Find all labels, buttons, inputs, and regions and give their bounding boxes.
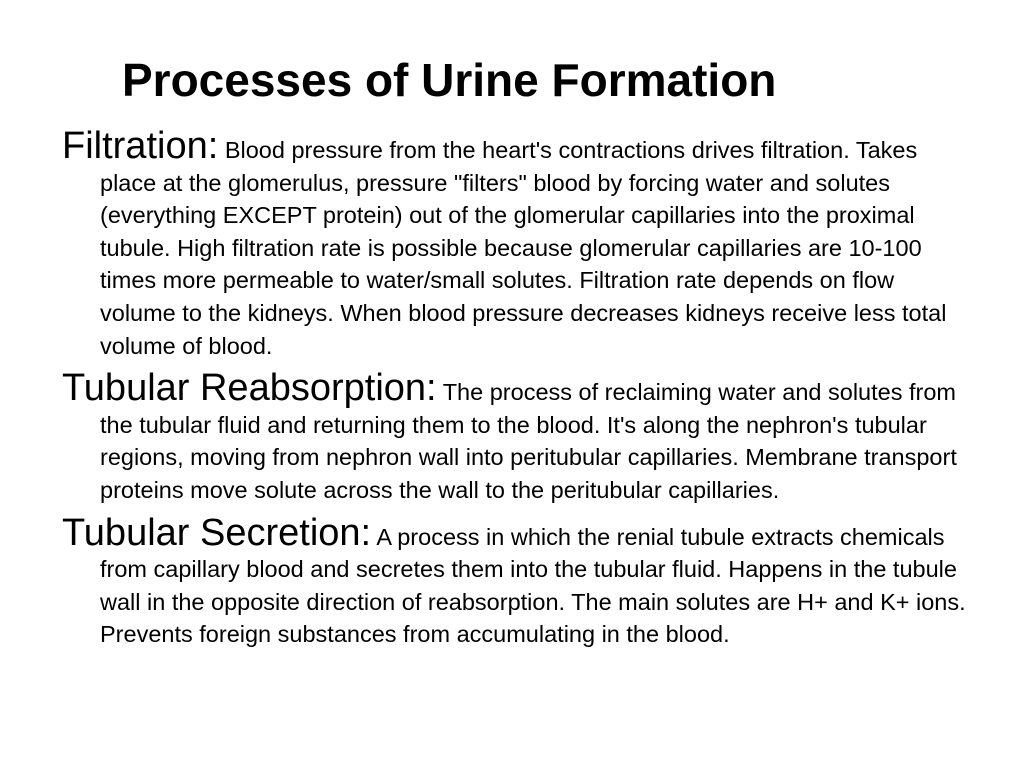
section-filtration <box>62 125 972 362</box>
section-term: Filtration: <box>62 125 219 167</box>
section-description: A process in which the renial tubule extracts chemicals from capillary blood and secretes them into the tubular fluid. Happens in the tubule wall in the opposite direction of reabsorption. The main solutes are H+ and K+ ions. Prevents foreign substances from accumulating in the blood. <box>100 523 966 648</box>
section-term: Tubular Secretion: <box>62 511 372 554</box>
slide-content <box>62 125 972 661</box>
section-term: Tubular Reabsorption: <box>62 367 437 410</box>
section-tubular-secretion <box>62 511 972 651</box>
slide-title: Processes of Urine Formation <box>122 54 777 106</box>
section-description: The process of reclaiming water and solutes from the tubular fluid and returning them to the blood. It's along the nephron's tubular regions, moving from nephron wall into peritubular capillaries. Membrane transport proteins move solute across the wall to the peritubular capillaries. <box>100 379 957 503</box>
section-tubular-reabsorption <box>62 367 972 506</box>
section-description: Blood pressure from the heart's contractions drives filtration. Takes place at the glomerulus, pressure "filters" blood by forcing water and solutes (everything EXCEPT protein) out of the glomerular capillaries into the proximal tubule. High filtration rate is possible because glomerular capillaries are 10-100 times more permeable to water/small solutes. Filtration rate depends on flow volume to the kidneys. When blood pressure decreases kidneys receive less total volume of blood. <box>100 137 947 359</box>
